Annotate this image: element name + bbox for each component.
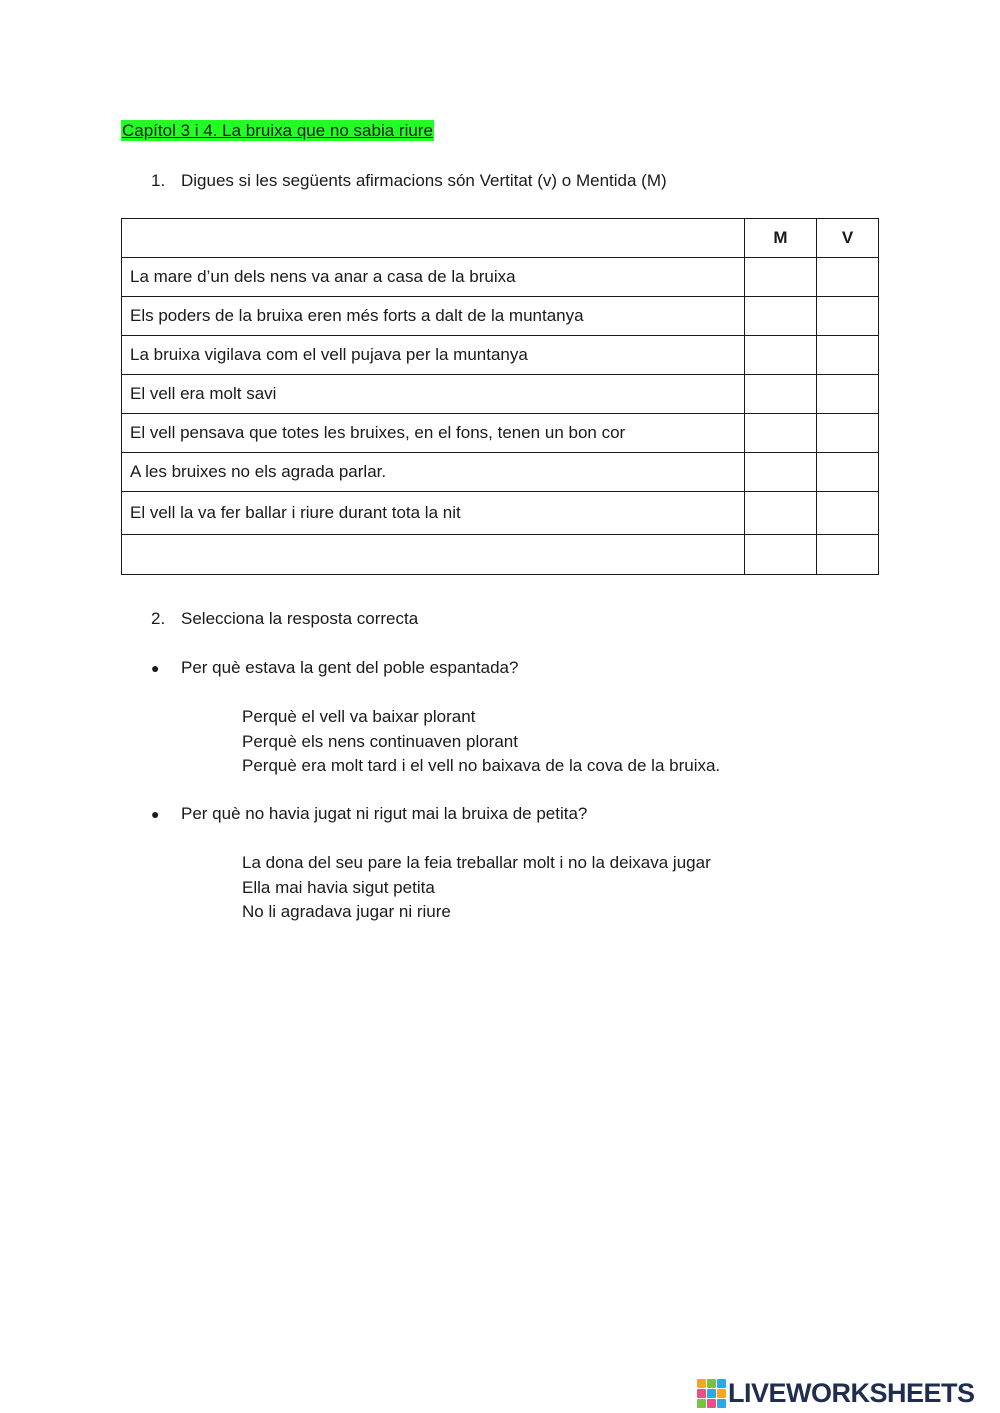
bullet-icon: ● bbox=[151, 806, 160, 822]
table-row bbox=[122, 336, 879, 375]
answer-cell-m[interactable] bbox=[745, 414, 817, 453]
page-title: Capítol 3 i 4. La bruixa que no sabia riure bbox=[122, 121, 433, 140]
question-2-number: 2. bbox=[151, 609, 166, 628]
table-row bbox=[122, 375, 879, 414]
answer-cell-v[interactable] bbox=[817, 375, 879, 414]
statement-cell bbox=[122, 535, 745, 575]
answer-cell-m[interactable] bbox=[745, 375, 817, 414]
answer-option[interactable]: Perquè els nens continuaven plorant bbox=[242, 731, 518, 751]
statement-cell: Els poders de la bruixa eren més forts a dalt de la muntanya bbox=[122, 297, 745, 336]
subquestion-2-text: Per què no havia jugat ni rigut mai la bruixa de petita? bbox=[181, 804, 588, 823]
answer-cell-v[interactable] bbox=[817, 258, 879, 297]
statement-cell: La bruixa vigilava com el vell pujava per la muntanya bbox=[122, 336, 745, 375]
table-row bbox=[122, 492, 879, 535]
bullet-icon: ● bbox=[151, 660, 160, 676]
answer-cell-v[interactable] bbox=[817, 453, 879, 492]
answer-option[interactable]: La dona del seu pare la feia treballar molt i no la deixava jugar bbox=[242, 853, 711, 872]
answer-cell-v[interactable] bbox=[817, 492, 879, 535]
answer-option[interactable]: Perquè era molt tard i el vell no baixava de la cova de la bruixa. bbox=[242, 756, 721, 775]
question-2-text: Selecciona la resposta correcta bbox=[181, 609, 419, 628]
answer-cell-v[interactable] bbox=[817, 297, 879, 336]
table-row bbox=[122, 258, 879, 297]
true-false-table bbox=[121, 218, 879, 575]
liveworksheets-logo bbox=[697, 1378, 975, 1408]
answer-cell-v[interactable] bbox=[817, 414, 879, 453]
answer-cell-m[interactable] bbox=[745, 336, 817, 375]
question-1-number: 1. bbox=[151, 171, 166, 190]
table-row bbox=[122, 453, 879, 492]
answer-option[interactable]: Perquè el vell va baixar plorant bbox=[242, 707, 476, 726]
table-row bbox=[122, 414, 879, 453]
statement-cell: El vell era molt savi bbox=[122, 375, 745, 414]
table-row bbox=[122, 535, 879, 575]
liveworksheets-logo-icon bbox=[697, 1379, 725, 1407]
answer-option[interactable]: No li agradava jugar ni riure bbox=[242, 902, 451, 921]
statement-cell: El vell pensava que totes les bruixes, en el fons, tenen un bon cor bbox=[122, 414, 745, 453]
answer-cell-m[interactable] bbox=[745, 258, 817, 297]
statement-cell: A les bruixes no els agrada parlar. bbox=[122, 453, 745, 492]
table-header-m: M bbox=[745, 219, 817, 258]
statement-cell: La mare d’un dels nens va anar a casa de la bruixa bbox=[122, 258, 745, 297]
question-1-text: Digues si les següents afirmacions són Vertitat (v) o Mentida (M) bbox=[181, 171, 667, 190]
table-row bbox=[122, 297, 879, 336]
answer-cell-m[interactable] bbox=[745, 535, 817, 575]
table-header-row bbox=[122, 219, 879, 258]
answer-cell-m[interactable] bbox=[745, 492, 817, 535]
answer-cell-m[interactable] bbox=[745, 453, 817, 492]
statement-cell: El vell la va fer ballar i riure durant tota la nit bbox=[122, 492, 745, 535]
subquestion-1-text: Per què estava la gent del poble espantada? bbox=[181, 658, 519, 677]
answer-cell-v[interactable] bbox=[817, 535, 879, 575]
subquestion-1-options bbox=[242, 705, 720, 779]
subquestion-2-options bbox=[242, 851, 711, 925]
answer-cell-m[interactable] bbox=[745, 297, 817, 336]
answer-cell-v[interactable] bbox=[817, 336, 879, 375]
logo-text: LIVEWORKSHEETS bbox=[728, 1377, 975, 1408]
answer-option[interactable]: Ella mai havia sigut petita bbox=[242, 877, 435, 897]
table-header-v: V bbox=[817, 219, 879, 258]
table-header-statement bbox=[122, 219, 745, 258]
